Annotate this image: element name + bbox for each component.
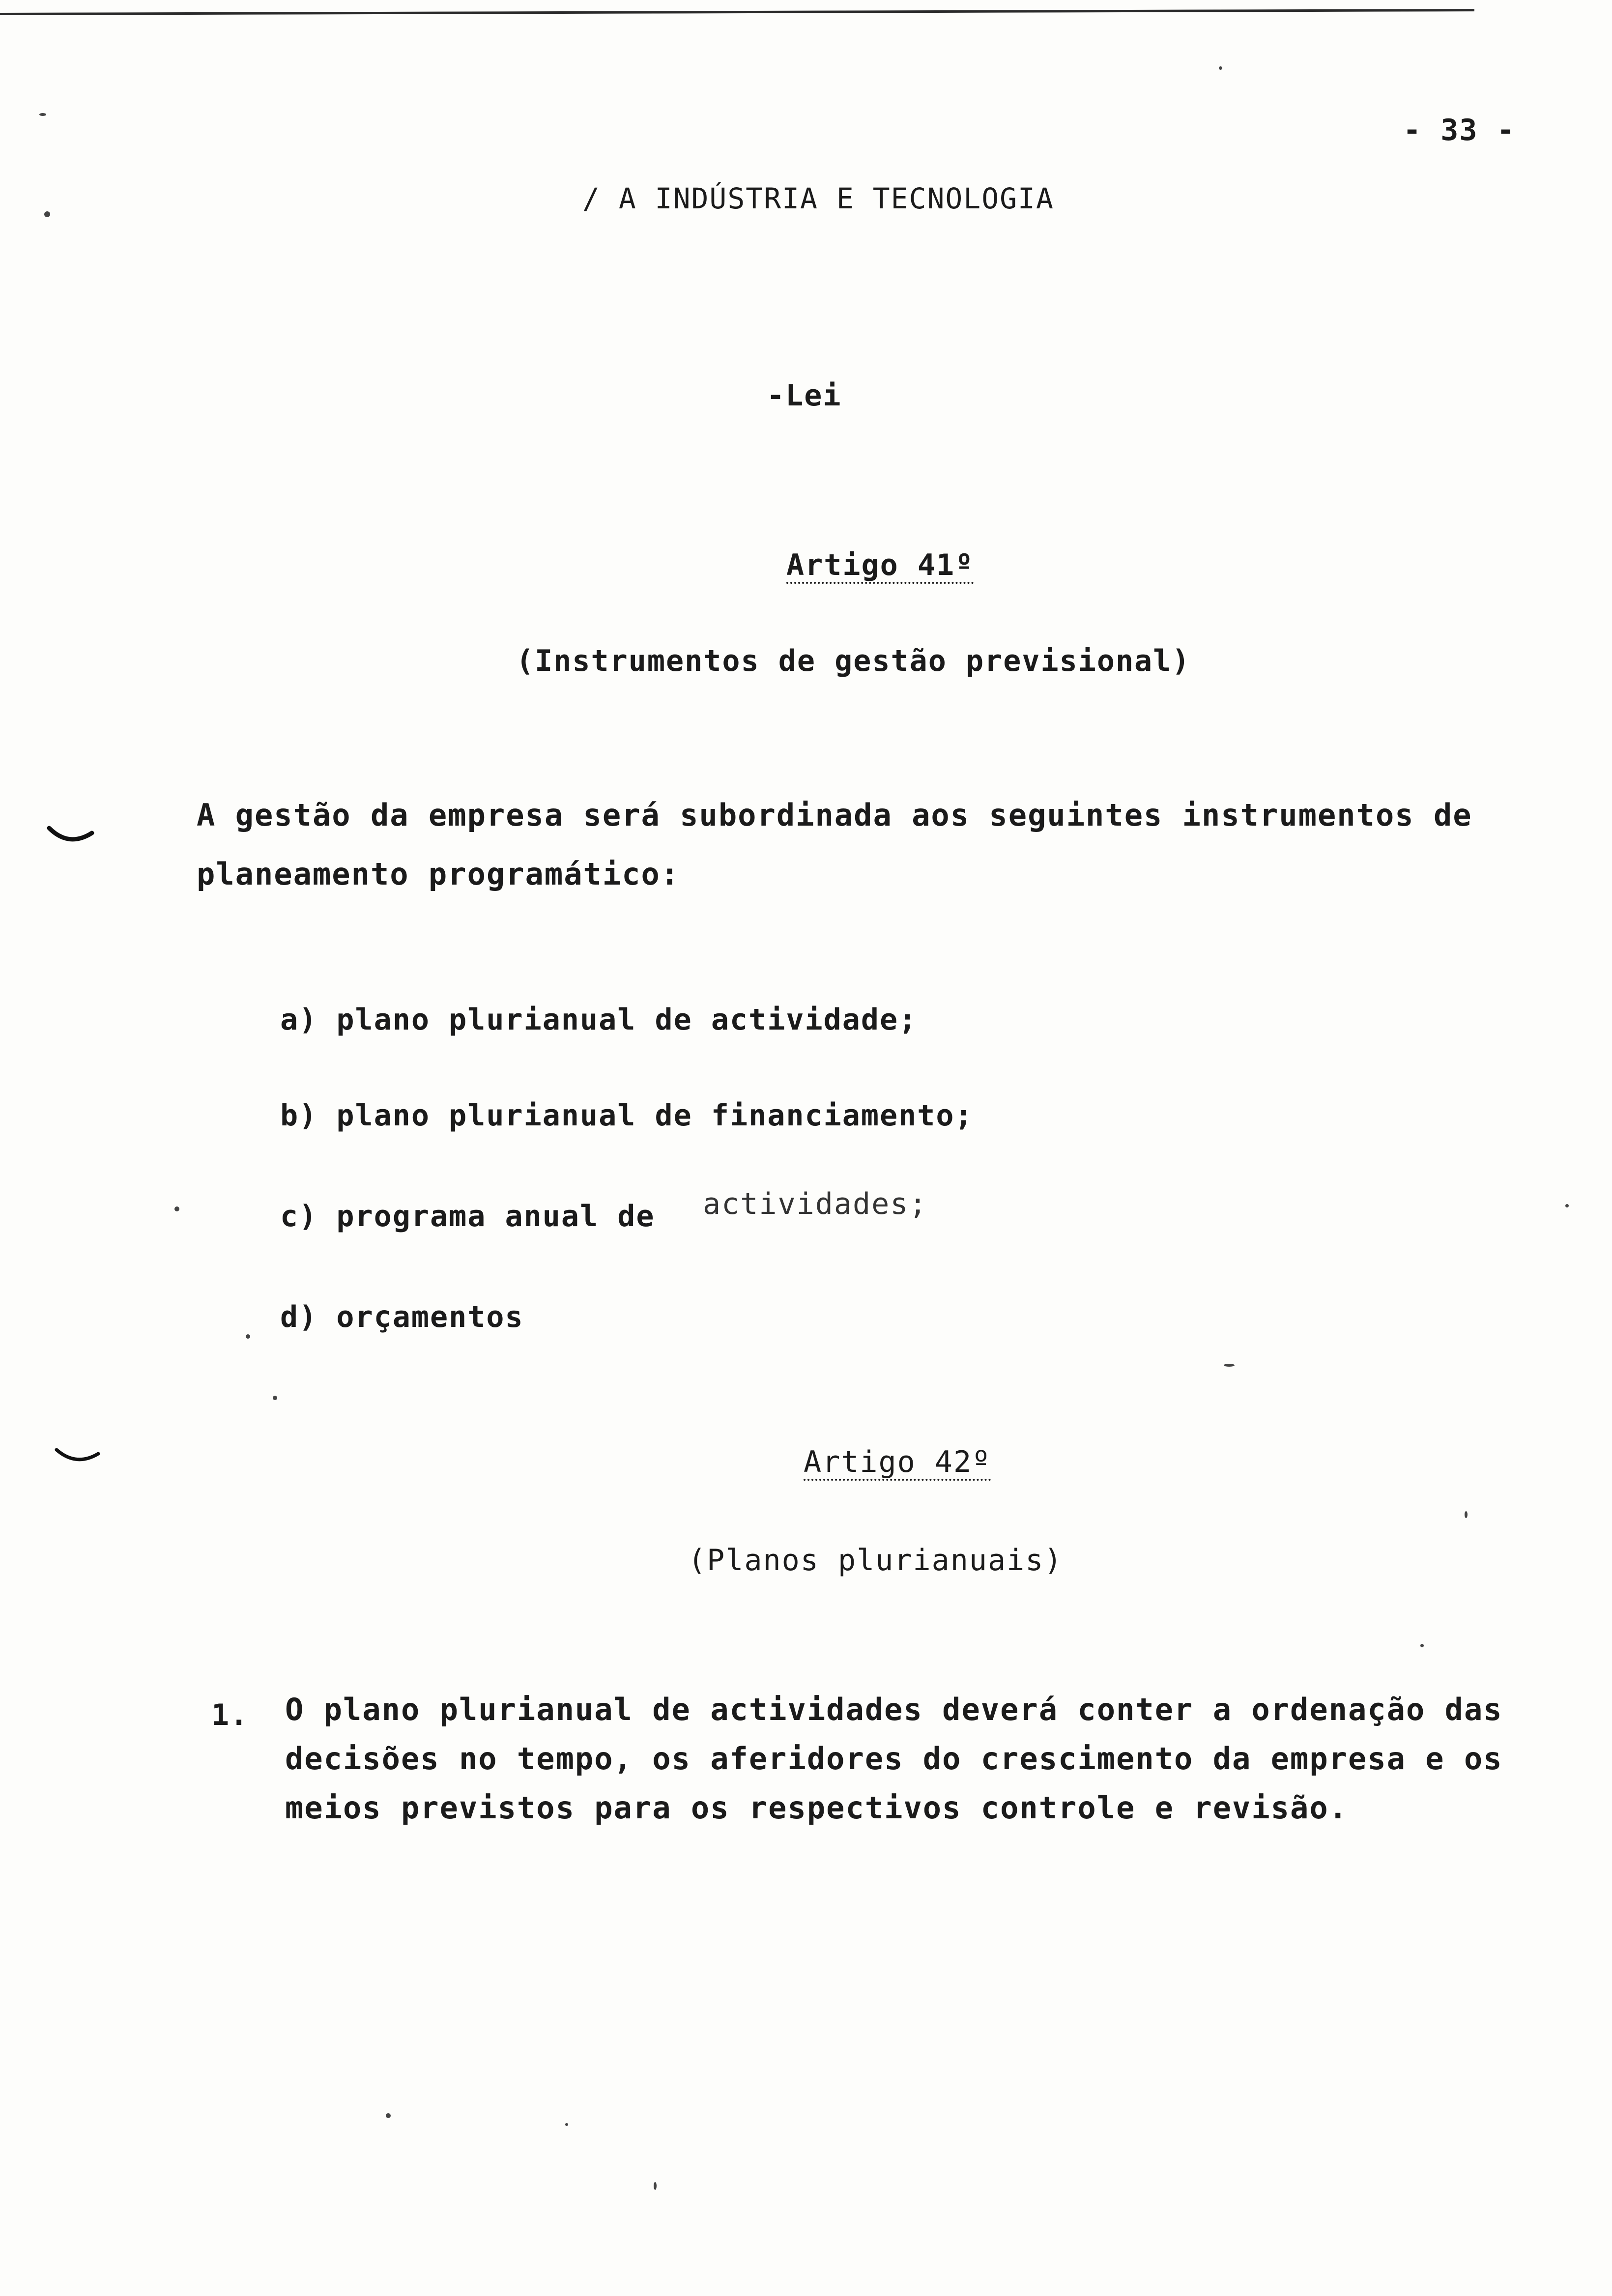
article-41-intro-line-2: planeamento programático: — [197, 856, 680, 892]
article-41-heading: Artigo 41º — [786, 548, 974, 582]
scan-speck — [1465, 1511, 1468, 1518]
page-header-title: / A INDÚSTRIA E TECNOLOGIA — [582, 182, 1054, 215]
list-item — [280, 1098, 974, 1133]
article-41-intro-line-1: A gestão da empresa será subordinada aos seguintes instrumentos de — [197, 797, 1472, 833]
article-42-paragraph-line-2: decisões no tempo, os aferidores do crescimento da empresa e os — [285, 1741, 1503, 1777]
section-label: -Lei — [767, 378, 842, 413]
scan-speck — [174, 1206, 179, 1211]
list-item-marker: b) — [280, 1098, 318, 1133]
scan-speck — [39, 113, 46, 116]
scan-speck — [1224, 1364, 1235, 1367]
scan-speck — [1565, 1204, 1569, 1207]
article-42-heading: Artigo 42º — [804, 1445, 991, 1479]
scan-speck — [1219, 66, 1222, 70]
article-42-paragraph-line-1: O plano plurianual de actividades deverá conter a ordenação das — [285, 1692, 1503, 1727]
list-item-marker: d) — [280, 1300, 318, 1334]
scan-speck — [44, 211, 50, 217]
list-item-text: orçamentos — [336, 1300, 524, 1334]
page-number: - 33 - — [1403, 113, 1516, 147]
scan-speck — [246, 1334, 250, 1339]
paragraph-number: 1. — [211, 1698, 249, 1732]
scan-speck — [273, 1396, 277, 1400]
scan-speck — [386, 2113, 391, 2118]
list-item-text-raised: actividades; — [703, 1187, 928, 1221]
list-item-marker: a) — [280, 1003, 318, 1037]
scan-speck — [654, 2182, 657, 2190]
scan-speck — [1420, 1644, 1424, 1647]
article-42-paragraph-line-3: meios previstos para os respectivos controle e revisão. — [285, 1790, 1348, 1826]
punch-mark-icon — [54, 1445, 103, 1474]
article-42-subtitle: (Planos plurianuais) — [688, 1543, 1063, 1578]
list-item-text: plano plurianual de actividade; — [336, 1003, 918, 1037]
article-41-subtitle: (Instrumentos de gestão previsional) — [516, 644, 1191, 678]
list-item-marker: c) — [280, 1199, 318, 1234]
list-item — [280, 1199, 655, 1234]
list-item-text: plano plurianual de financiamento; — [336, 1098, 974, 1133]
top-edge-rule — [0, 9, 1474, 15]
punch-mark-icon — [47, 823, 96, 853]
list-item-text: programa anual de — [336, 1199, 655, 1234]
list-item — [280, 1003, 917, 1037]
list-item — [280, 1300, 524, 1334]
scan-speck — [565, 2123, 568, 2126]
